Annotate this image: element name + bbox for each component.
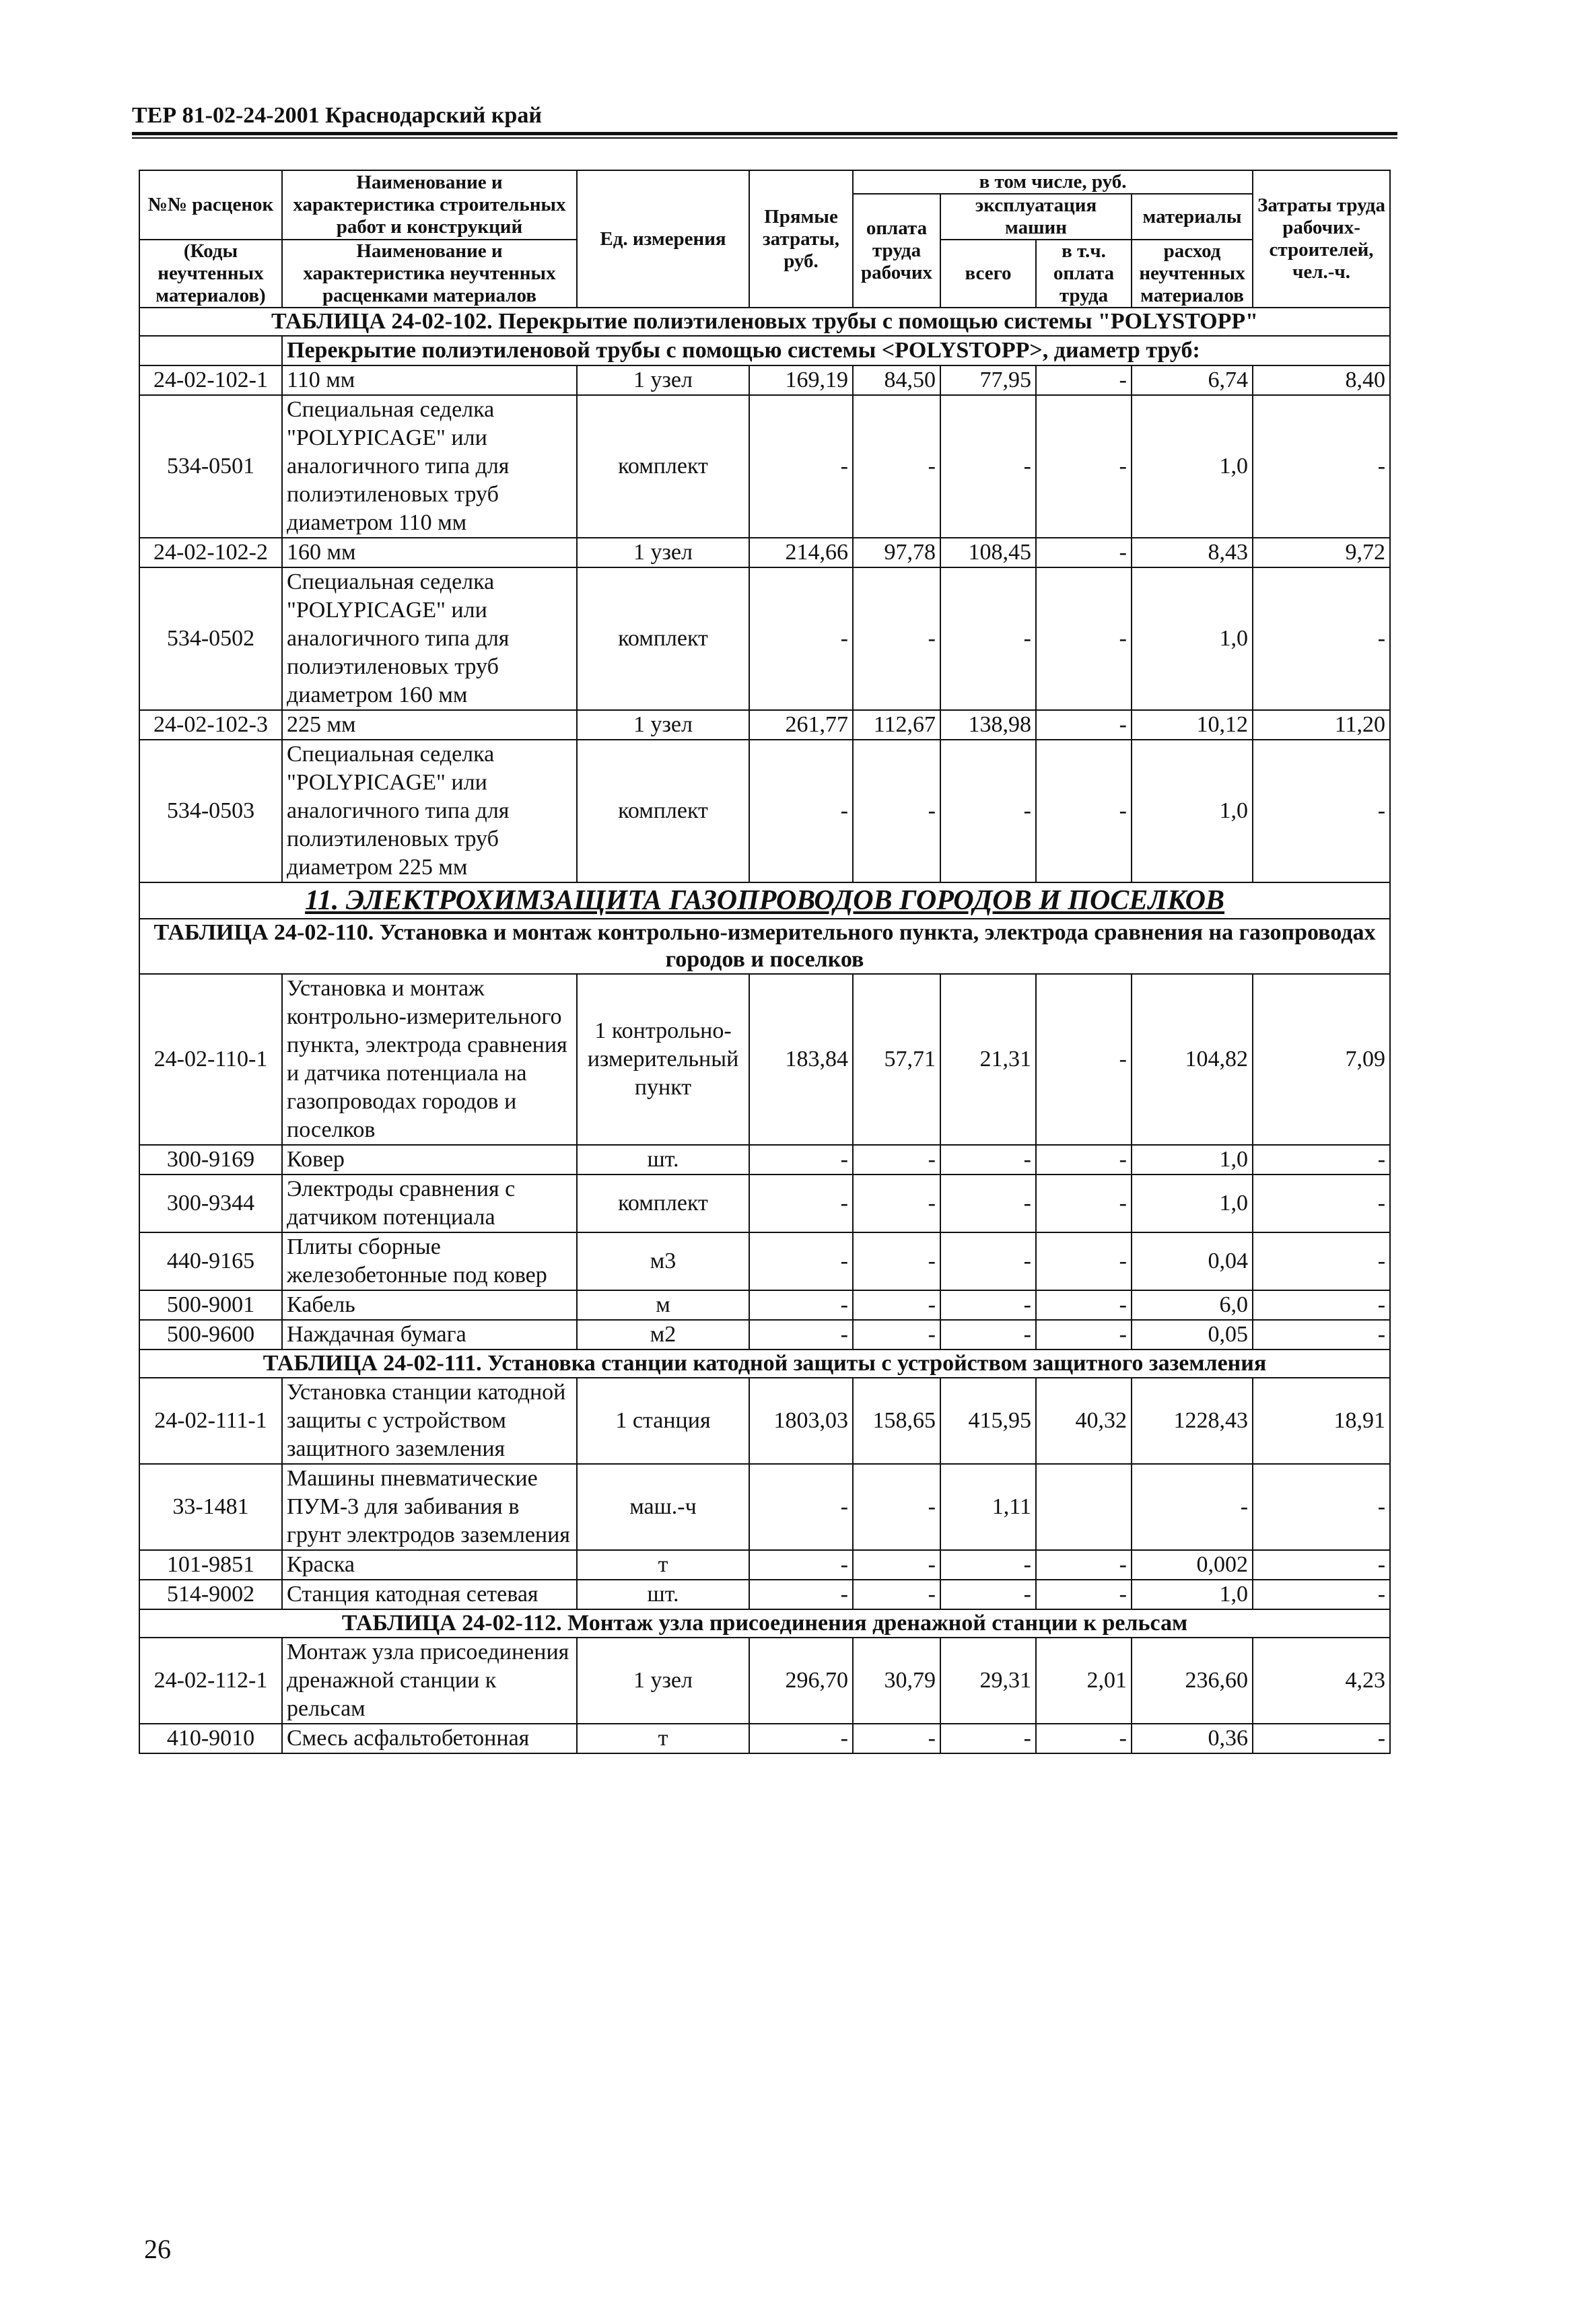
rate-machines: 108,45 — [940, 538, 1036, 567]
rate-code: 24-02-111-1 — [139, 1378, 282, 1464]
rate-machines: 29,31 — [940, 1638, 1036, 1724]
table-title: ТАБЛИЦА 24-02-111. Установка станции катодной защиты с устройством защитного заземления — [139, 1350, 1390, 1378]
rate-name: Монтаж узла присоединения дренажной станции к рельсам — [282, 1638, 577, 1724]
rate-direct: 1803,03 — [749, 1378, 853, 1464]
rate-name: 225 мм — [282, 710, 577, 740]
material-labor: - — [1253, 1464, 1390, 1550]
material-name: Наждачная бумага — [282, 1320, 577, 1350]
rate-materials: 10,12 — [1132, 710, 1253, 740]
rate-unit: 1 узел — [577, 1638, 749, 1724]
material-name: Краска — [282, 1550, 577, 1580]
rate-name: Установка и монтаж контрольно-измерительного пункта, электрода сравнения и датчика потенциала на газопроводах городов и поселков — [282, 974, 577, 1145]
rate-name: 110 мм — [282, 365, 577, 395]
rate-machines: 138,98 — [940, 710, 1036, 740]
rate-row — [139, 365, 1390, 395]
material-amount: 1,0 — [1132, 1145, 1253, 1175]
material-direct: - — [749, 1232, 853, 1290]
rate-code: 24-02-102-3 — [139, 710, 282, 740]
material-wage: - — [853, 1550, 940, 1580]
table-subtitle-row — [139, 336, 1390, 365]
material-wage: - — [853, 1724, 940, 1753]
material-direct: - — [749, 1464, 853, 1550]
rate-code: 24-02-112-1 — [139, 1638, 282, 1724]
rate-row — [139, 538, 1390, 567]
material-machines: - — [940, 395, 1036, 538]
rate-unit: 1 станция — [577, 1378, 749, 1464]
material-row — [139, 1290, 1390, 1320]
material-name: Специальная седелка "POLYPICAGE" или аналогичного типа для полиэтиленовых труб диаметром 110 мм — [282, 395, 577, 538]
rate-unit: 1 узел — [577, 365, 749, 395]
table-title-row — [139, 308, 1390, 336]
material-row — [139, 1232, 1390, 1290]
material-row — [139, 1175, 1390, 1232]
material-amount: 1,0 — [1132, 567, 1253, 710]
material-row — [139, 1145, 1390, 1175]
material-unit: м2 — [577, 1320, 749, 1350]
material-machines: - — [940, 1232, 1036, 1290]
material-unit: комплект — [577, 395, 749, 538]
col-labor: Затраты труда рабочих-строителей, чел.-ч. — [1253, 170, 1390, 308]
rate-materials: 8,43 — [1132, 538, 1253, 567]
section-title-row — [139, 882, 1390, 919]
material-amount: 1,0 — [1132, 395, 1253, 538]
rate-row — [139, 974, 1390, 1145]
material-direct: - — [749, 1290, 853, 1320]
page-header: ТЕР 81-02-24-2001 Краснодарский край — [132, 103, 542, 128]
material-direct: - — [749, 1580, 853, 1609]
material-machines: - — [940, 1550, 1036, 1580]
rate-unit: 1 узел — [577, 710, 749, 740]
material-unit: м3 — [577, 1232, 749, 1290]
rate-wage: 97,78 — [853, 538, 940, 567]
material-code: 500-9001 — [139, 1290, 282, 1320]
material-name: Электроды сравнения с датчиком потенциала — [282, 1175, 577, 1232]
material-name: Станция катодная сетевая — [282, 1580, 577, 1609]
rate-code: 24-02-110-1 — [139, 974, 282, 1145]
rate-machines-wage: - — [1036, 538, 1132, 567]
material-machines-wage: - — [1036, 1175, 1132, 1232]
material-row — [139, 1464, 1390, 1550]
material-direct: - — [749, 1550, 853, 1580]
material-machines-wage: - — [1036, 1145, 1132, 1175]
material-machines: 1,11 — [940, 1464, 1036, 1550]
material-machines-wage: - — [1036, 1232, 1132, 1290]
rate-name: 160 мм — [282, 538, 577, 567]
material-labor: - — [1253, 1724, 1390, 1753]
rate-wage: 57,71 — [853, 974, 940, 1145]
rate-wage: 112,67 — [853, 710, 940, 740]
material-machines: - — [940, 1290, 1036, 1320]
header-rule — [132, 132, 1397, 139]
material-unit: шт. — [577, 1580, 749, 1609]
material-code: 300-9169 — [139, 1145, 282, 1175]
material-code: 101-9851 — [139, 1550, 282, 1580]
material-amount: 0,05 — [1132, 1320, 1253, 1350]
material-wage: - — [853, 1464, 940, 1550]
material-amount: 1,0 — [1132, 740, 1253, 882]
material-machines-wage: - — [1036, 1290, 1132, 1320]
material-direct: - — [749, 740, 853, 882]
material-unit: т — [577, 1550, 749, 1580]
material-amount: 0,36 — [1132, 1724, 1253, 1753]
material-machines: - — [940, 1320, 1036, 1350]
material-unit: комплект — [577, 740, 749, 882]
material-unit: комплект — [577, 1175, 749, 1232]
rate-row — [139, 1638, 1390, 1724]
material-row — [139, 567, 1390, 710]
table-title-row — [139, 1350, 1390, 1378]
rate-row — [139, 710, 1390, 740]
material-amount: 6,0 — [1132, 1290, 1253, 1320]
material-unit: маш.-ч — [577, 1464, 749, 1550]
col-machines-group: эксплуатация машин — [940, 194, 1132, 240]
page-number: 26 — [144, 2234, 171, 2264]
material-machines: - — [940, 1580, 1036, 1609]
table-subtitle: Перекрытие полиэтиленовой трубы с помощью системы <POLYSTOPP>, диаметр труб: — [282, 336, 1390, 365]
rate-direct: 296,70 — [749, 1638, 853, 1724]
rate-labor: 8,40 — [1253, 365, 1390, 395]
material-machines-wage: - — [1036, 1550, 1132, 1580]
rate-code: 24-02-102-1 — [139, 365, 282, 395]
material-wage: - — [853, 567, 940, 710]
col-direct: Прямые затраты, руб. — [749, 170, 853, 308]
rate-wage: 30,79 — [853, 1638, 940, 1724]
table-title-row — [139, 919, 1390, 974]
col-materials-group: материалы — [1132, 194, 1253, 240]
material-row — [139, 1320, 1390, 1350]
rate-materials: 6,74 — [1132, 365, 1253, 395]
material-machines-wage: - — [1036, 740, 1132, 882]
material-amount: 1,0 — [1132, 1175, 1253, 1232]
rate-machines: 21,31 — [940, 974, 1036, 1145]
material-amount: - — [1132, 1464, 1253, 1550]
rate-materials: 104,82 — [1132, 974, 1253, 1145]
material-unit: т — [577, 1724, 749, 1753]
material-code: 300-9344 — [139, 1175, 282, 1232]
material-code: 440-9165 — [139, 1232, 282, 1290]
col-code-bottom: (Коды неучтенных материалов) — [139, 240, 282, 308]
rate-name: Установка станции катодной защиты с устройством защитного заземления — [282, 1378, 577, 1464]
material-code: 500-9600 — [139, 1320, 282, 1350]
rate-machines: 77,95 — [940, 365, 1036, 395]
material-direct: - — [749, 1724, 853, 1753]
material-code: 33-1481 — [139, 1464, 282, 1550]
table-title: ТАБЛИЦА 24-02-110. Установка и монтаж контрольно-измерительного пункта, электрода сравнения на газопроводах городов и поселков — [139, 919, 1390, 974]
material-wage: - — [853, 1580, 940, 1609]
material-labor: - — [1253, 1290, 1390, 1320]
rates-table — [139, 170, 1391, 1754]
material-wage: - — [853, 1145, 940, 1175]
material-machines-wage: - — [1036, 1320, 1132, 1350]
material-amount: 0,002 — [1132, 1550, 1253, 1580]
col-code-top: №№ расценок — [139, 170, 282, 240]
material-machines-wage: - — [1036, 395, 1132, 538]
col-incl-group: в том числе, руб. — [853, 170, 1253, 194]
col-machines-wage: в т.ч. оплата труда — [1036, 240, 1132, 308]
rate-direct: 169,19 — [749, 365, 853, 395]
material-unit: м — [577, 1290, 749, 1320]
rate-machines-wage: - — [1036, 710, 1132, 740]
material-wage: - — [853, 1232, 940, 1290]
rate-machines-wage: - — [1036, 974, 1132, 1145]
rate-direct: 214,66 — [749, 538, 853, 567]
material-wage: - — [853, 740, 940, 882]
rate-materials: 236,60 — [1132, 1638, 1253, 1724]
material-name: Смесь асфальтобетонная — [282, 1724, 577, 1753]
rate-machines-wage: - — [1036, 365, 1132, 395]
material-name: Специальная седелка "POLYPICAGE" или аналогичного типа для полиэтиленовых труб диаметром 225 мм — [282, 740, 577, 882]
material-wage: - — [853, 395, 940, 538]
material-wage: - — [853, 1290, 940, 1320]
material-row — [139, 740, 1390, 882]
material-machines: - — [940, 567, 1036, 710]
col-machines-total: всего — [940, 240, 1036, 308]
material-row — [139, 1550, 1390, 1580]
material-machines-wage: - — [1036, 567, 1132, 710]
material-code: 534-0501 — [139, 395, 282, 538]
material-amount: 1,0 — [1132, 1580, 1253, 1609]
material-row — [139, 1724, 1390, 1753]
material-code: 410-9010 — [139, 1724, 282, 1753]
material-name: Машины пневматические ПУМ-3 для забивания в грунт электродов заземления — [282, 1464, 577, 1550]
material-labor: - — [1253, 1320, 1390, 1350]
col-unit: Ед. измерения — [577, 170, 749, 308]
material-wage: - — [853, 1175, 940, 1232]
material-labor: - — [1253, 395, 1390, 538]
material-unit: комплект — [577, 567, 749, 710]
material-labor: - — [1253, 567, 1390, 710]
material-machines-wage: - — [1036, 1724, 1132, 1753]
material-direct: - — [749, 1320, 853, 1350]
rate-direct: 183,84 — [749, 974, 853, 1145]
material-wage: - — [853, 1320, 940, 1350]
rate-machines-wage: 2,01 — [1036, 1638, 1132, 1724]
header-row-1 — [139, 170, 1390, 194]
material-direct: - — [749, 1145, 853, 1175]
material-machines: - — [940, 740, 1036, 882]
material-machines: - — [940, 1175, 1036, 1232]
rate-materials: 1228,43 — [1132, 1378, 1253, 1464]
rate-wage: 84,50 — [853, 365, 940, 395]
rate-row — [139, 1378, 1390, 1464]
rate-labor: 11,20 — [1253, 710, 1390, 740]
material-machines-wage — [1036, 1464, 1132, 1550]
material-code: 534-0502 — [139, 567, 282, 710]
section-title: 11. ЭЛЕКТРОХИМЗАЩИТА ГАЗОПРОВОДОВ ГОРОДОВ И ПОСЕЛКОВ — [139, 882, 1390, 919]
table-title-row — [139, 1609, 1390, 1638]
material-machines: - — [940, 1724, 1036, 1753]
material-unit: шт. — [577, 1145, 749, 1175]
material-machines: - — [940, 1145, 1036, 1175]
material-name: Кабель — [282, 1290, 577, 1320]
table-title: ТАБЛИЦА 24-02-102. Перекрытие полиэтиленовых трубы с помощью системы "POLYSTOPP" — [139, 308, 1390, 336]
material-row — [139, 395, 1390, 538]
material-labor: - — [1253, 1175, 1390, 1232]
material-machines-wage: - — [1036, 1580, 1132, 1609]
rate-unit: 1 узел — [577, 538, 749, 567]
material-amount: 0,04 — [1132, 1232, 1253, 1290]
material-name: Плиты сборные железобетонные под ковер — [282, 1232, 577, 1290]
rate-labor: 18,91 — [1253, 1378, 1390, 1464]
material-labor: - — [1253, 740, 1390, 882]
material-row — [139, 1580, 1390, 1609]
material-direct: - — [749, 1175, 853, 1232]
rate-machines: 415,95 — [940, 1378, 1036, 1464]
material-code: 534-0503 — [139, 740, 282, 882]
col-materials-sub: расход неучтенных материалов — [1132, 240, 1253, 308]
material-name: Ковер — [282, 1145, 577, 1175]
material-direct: - — [749, 567, 853, 710]
material-labor: - — [1253, 1145, 1390, 1175]
rate-wage: 158,65 — [853, 1378, 940, 1464]
material-direct: - — [749, 395, 853, 538]
rate-unit: 1 контрольно-измерительный пункт — [577, 974, 749, 1145]
rate-code: 24-02-102-2 — [139, 538, 282, 567]
col-name-bottom: Наименование и характеристика неучтенных расценками материалов — [282, 240, 577, 308]
table-title: ТАБЛИЦА 24-02-112. Монтаж узла присоединения дренажной станции к рельсам — [139, 1609, 1390, 1638]
rate-direct: 261,77 — [749, 710, 853, 740]
material-labor: - — [1253, 1580, 1390, 1609]
col-name-top: Наименование и характеристика строительных работ и конструкций — [282, 170, 577, 240]
material-name: Специальная седелка "POLYPICAGE" или аналогичного типа для полиэтиленовых труб диаметром 160 мм — [282, 567, 577, 710]
rate-machines-wage: 40,32 — [1036, 1378, 1132, 1464]
rate-labor: 7,09 — [1253, 974, 1390, 1145]
rate-labor: 4,23 — [1253, 1638, 1390, 1724]
material-labor: - — [1253, 1550, 1390, 1580]
rate-labor: 9,72 — [1253, 538, 1390, 567]
col-wage: оплата труда рабочих — [853, 194, 940, 308]
material-labor: - — [1253, 1232, 1390, 1290]
material-code: 514-9002 — [139, 1580, 282, 1609]
